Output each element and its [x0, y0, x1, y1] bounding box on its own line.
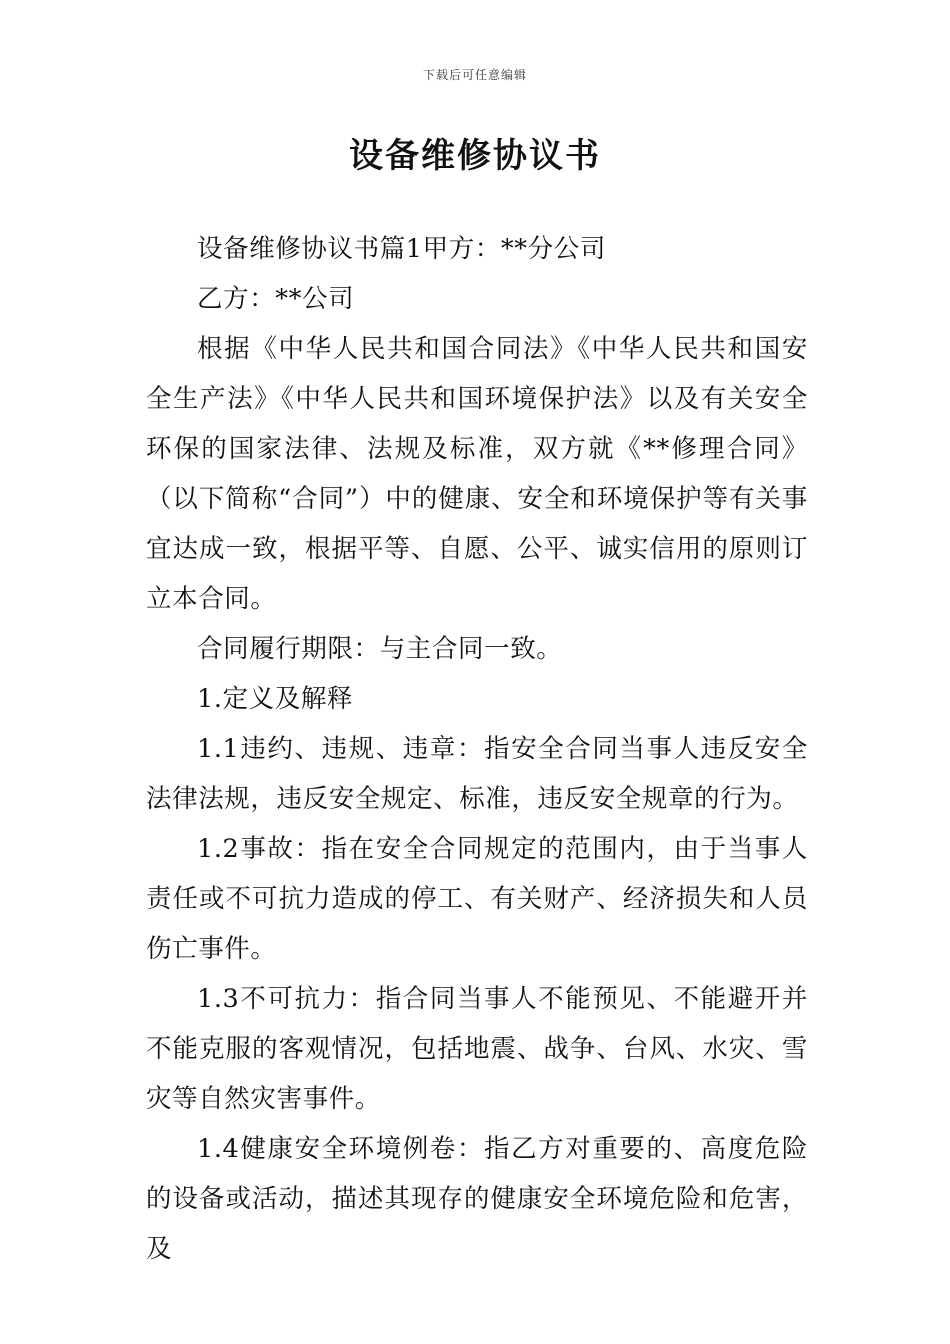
- paragraph-preamble: 根据《中华人民共和国合同法》《中华人民共和国安全生产法》《中华人民共和国环境保护法》以及有关安全环保的国家法律、法规及标准，双方就《**修理合同》（以下简称“合同”）中的健康、安全和环境保护等有关事宜达成一致，根据平等、自愿、公平、诚实信用的原则订立本合同。: [146, 334, 808, 614]
- document-title: 设备维修协议书: [349, 136, 601, 176]
- paragraph-term: 合同履行期限：与主合同一致。: [197, 634, 563, 664]
- clause-1-1: 1.1违约、违规、违章：指安全合同当事人违反安全法律法规，违反安全规定、标准，违反安全规章的行为。: [146, 734, 808, 814]
- clause-1-4: 1.4健康安全环境例卷：指乙方对重要的、高度危险的设备或活动，描述其现存的健康安全环境危险和危害，及: [146, 1134, 808, 1264]
- clause-1-3: 1.3不可抗力：指合同当事人不能预见、不能避开并不能克服的客观情况，包括地震、战争、台风、水灾、雪灾等自然灾害事件。: [146, 984, 808, 1114]
- paragraph-parties-b: 乙方：**公司: [197, 284, 355, 314]
- document-body: [146, 224, 808, 1274]
- header-note: 下载后可任意编辑: [422, 68, 527, 82]
- section-heading-definitions: 1.定义及解释: [197, 684, 354, 714]
- paragraph-parties-a: 设备维修协议书篇1甲方：**分公司: [197, 234, 606, 264]
- clause-1-2: 1.2事故：指在安全合同规定的范围内，由于当事人责任或不可抗力造成的停工、有关财产、经济损失和人员伤亡事件。: [146, 834, 808, 964]
